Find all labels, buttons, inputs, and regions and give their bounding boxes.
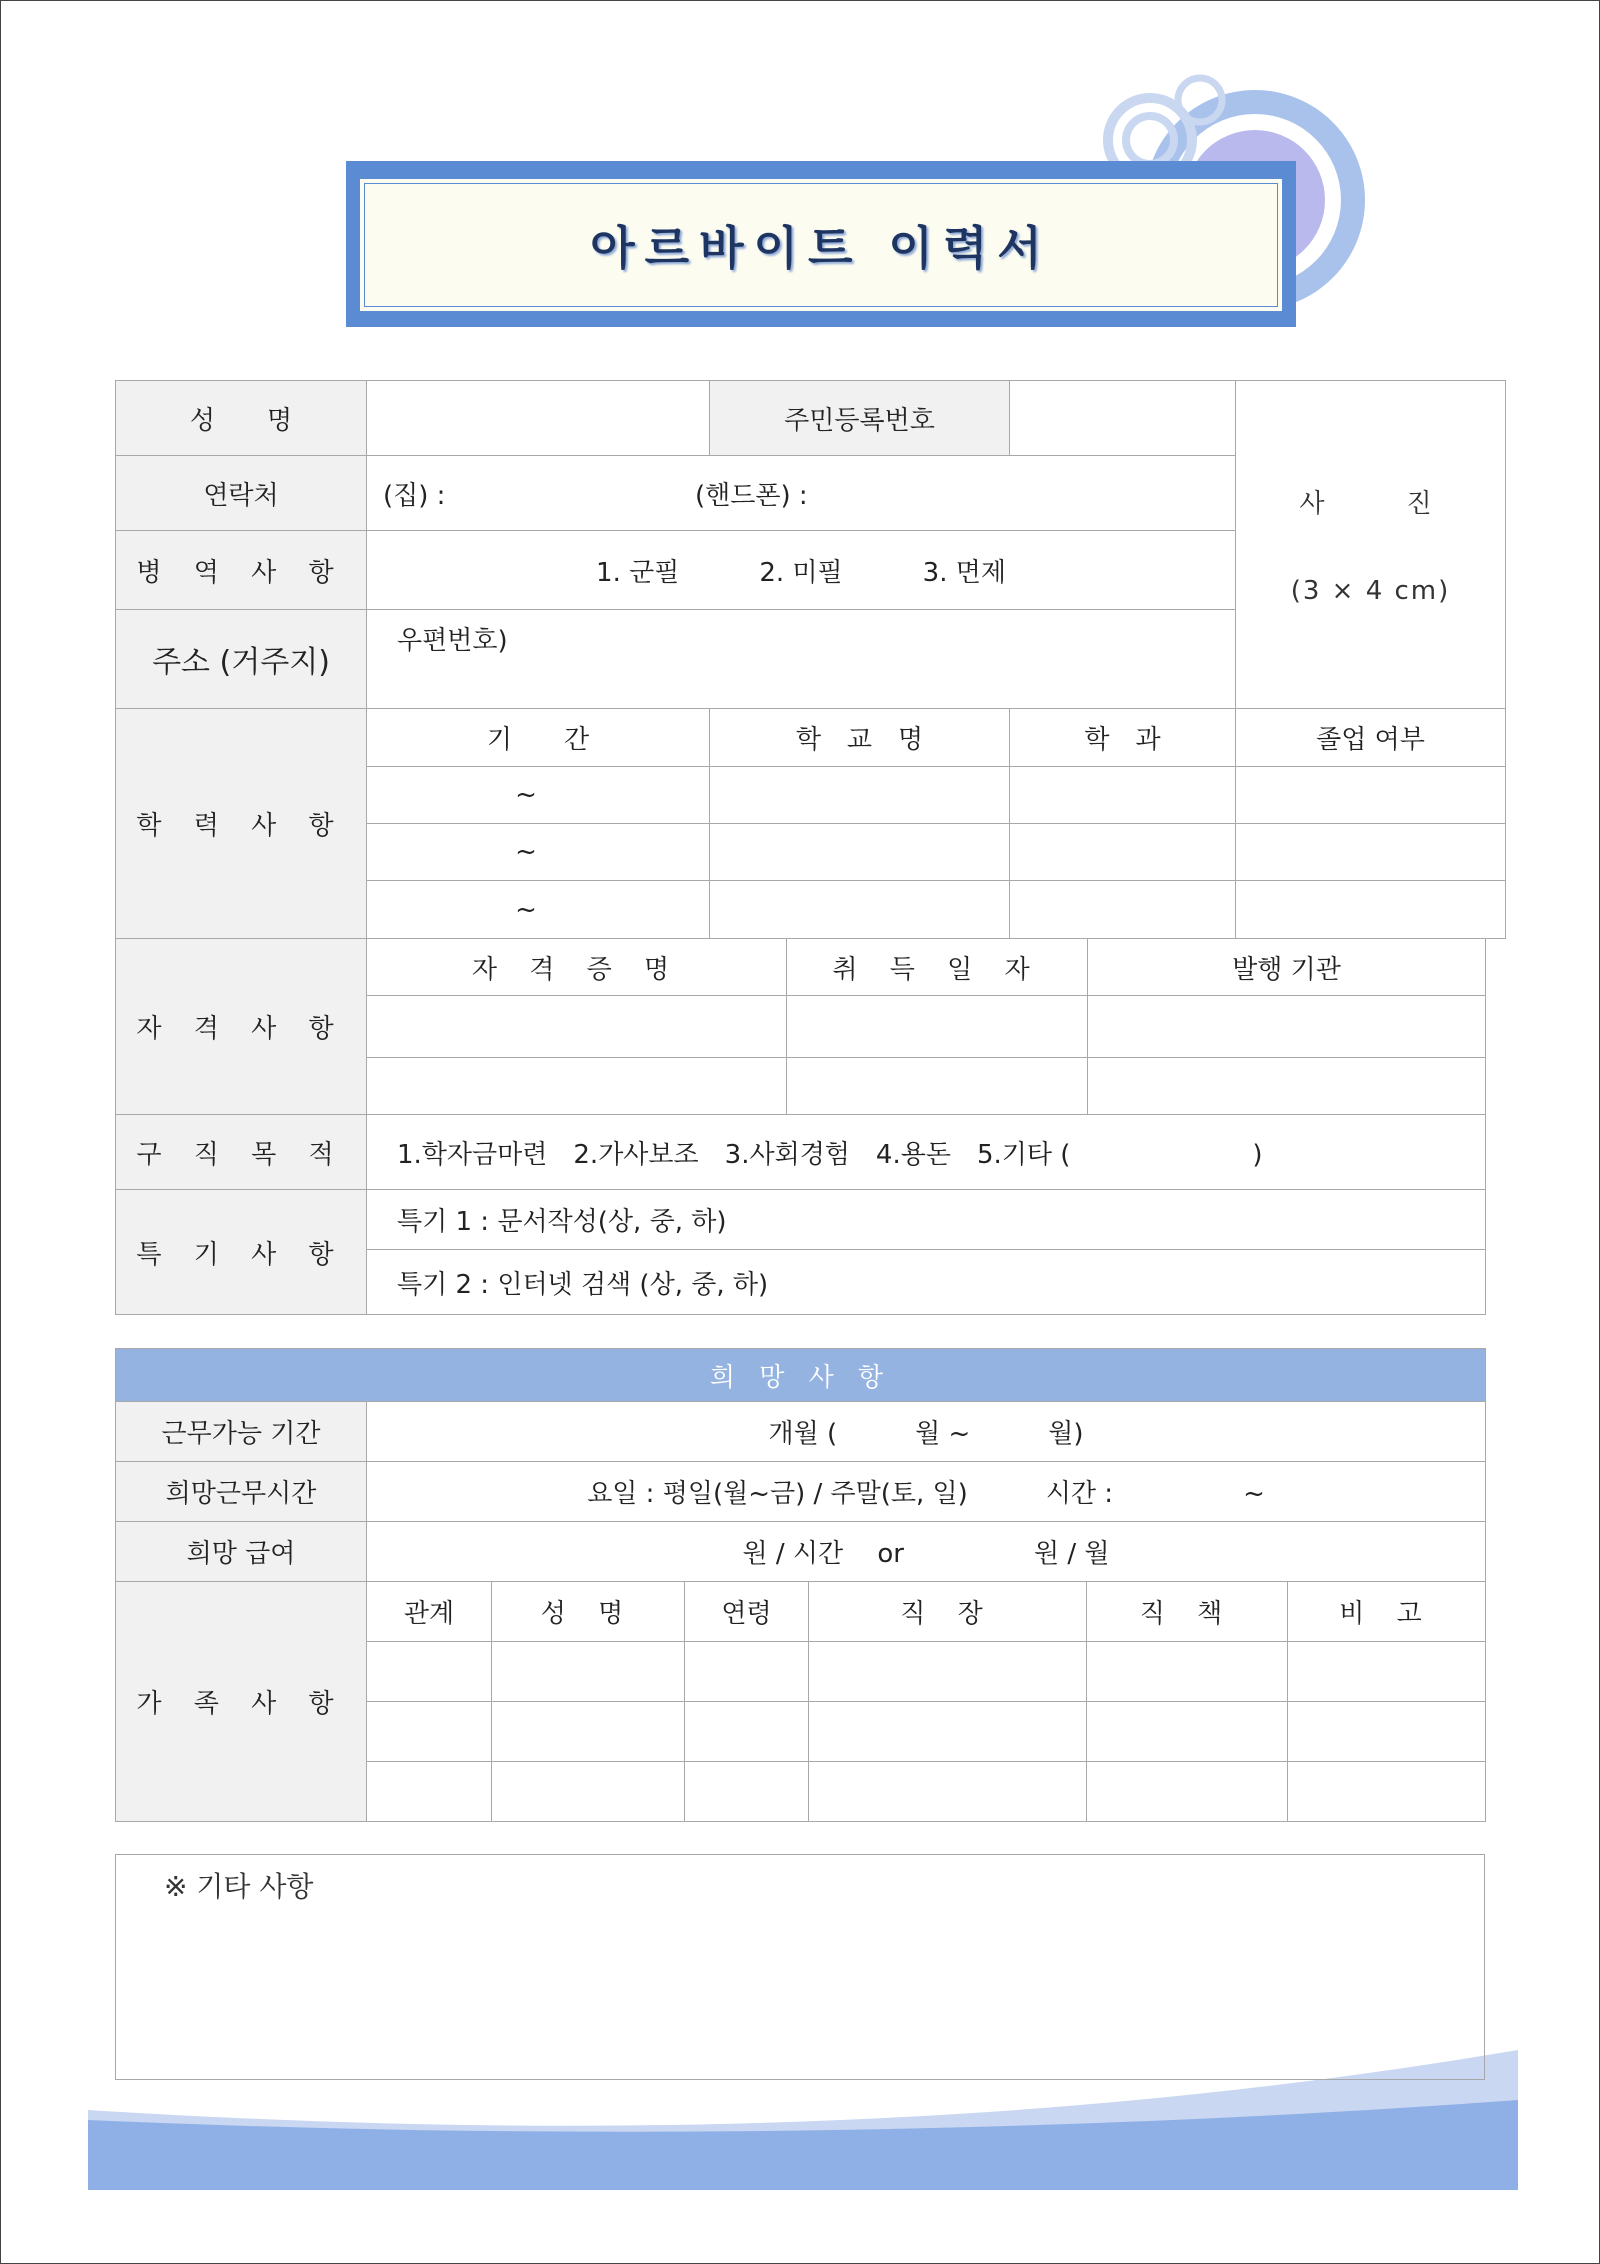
family-cell[interactable] <box>685 1702 809 1762</box>
family-cell[interactable] <box>1087 1762 1288 1822</box>
edu-school-cell[interactable] <box>710 881 1010 939</box>
edu-header-period: 기 간 <box>367 709 710 767</box>
edu-header-graduation: 졸업 여부 <box>1236 709 1506 767</box>
family-cell[interactable] <box>1087 1642 1288 1702</box>
page-title: 아르바이트 이력서 <box>590 221 1052 275</box>
skills-label: 특 기 사 항 <box>116 1190 367 1315</box>
purpose-label: 구 직 목 적 <box>116 1115 367 1190</box>
family-cell[interactable] <box>685 1642 809 1702</box>
edu-school-cell[interactable] <box>710 767 1010 824</box>
edu-period-cell[interactable]: ~ <box>367 881 710 939</box>
edu-major-cell[interactable] <box>1010 767 1236 824</box>
cert-header-date: 취 득 일 자 <box>787 939 1088 996</box>
education-label: 학 력 사 항 <box>116 709 367 939</box>
etc-label: ※ 기타 사항 <box>164 1870 314 1903</box>
family-header-name: 성 명 <box>492 1582 685 1642</box>
family-cell[interactable] <box>809 1642 1087 1702</box>
cert-issuer-cell[interactable] <box>1088 1058 1486 1115</box>
photo-label: 사 진 <box>1299 489 1442 519</box>
hours-label: 희망근무시간 <box>116 1462 367 1522</box>
edu-header-school: 학 교 명 <box>710 709 1010 767</box>
period-field[interactable]: 개월 ( 월 ~ 월) <box>367 1402 1486 1462</box>
military-option-2[interactable]: 2. 미필 <box>759 557 843 588</box>
photo-box[interactable] <box>1236 381 1506 709</box>
edu-school-cell[interactable] <box>710 824 1010 881</box>
skill-item-1[interactable]: 특기 1 : 문서작성(상, 중, 하) <box>367 1190 1486 1250</box>
resident-no-field[interactable] <box>1010 381 1236 456</box>
cert-date-cell[interactable] <box>787 1058 1088 1115</box>
cert-name-cell[interactable] <box>367 1058 787 1115</box>
cert-header-name: 자 격 증 명 <box>367 939 787 996</box>
purpose-options[interactable]: 1.학자금마련 2.가사보조 3.사회경험 4.용돈 5.기타 ( ) <box>367 1115 1486 1190</box>
family-cell[interactable] <box>1087 1702 1288 1762</box>
family-header-age: 연령 <box>685 1582 809 1642</box>
pay-label: 희망 급여 <box>116 1522 367 1582</box>
family-header-note: 비 고 <box>1288 1582 1486 1642</box>
military-option-1[interactable]: 1. 군필 <box>596 557 680 588</box>
family-cell[interactable] <box>492 1642 685 1702</box>
certificates-table <box>115 938 1486 1115</box>
title-banner <box>346 161 1296 327</box>
family-header-workplace: 직 장 <box>809 1582 1087 1642</box>
mobile-phone-label: (핸드폰) : <box>695 480 808 511</box>
cert-issuer-cell[interactable] <box>1088 996 1486 1058</box>
resume-table <box>115 380 1506 939</box>
edu-grad-cell[interactable] <box>1236 824 1506 881</box>
edu-major-cell[interactable] <box>1010 824 1236 881</box>
cert-header-issuer: 발행 기관 <box>1088 939 1486 996</box>
purpose-skills-table <box>115 1114 1486 1315</box>
etc-notes-box[interactable] <box>115 1854 1485 2080</box>
home-phone-label: (집) : <box>383 480 446 511</box>
name-field[interactable] <box>367 381 710 456</box>
family-cell[interactable] <box>367 1642 492 1702</box>
family-label: 가 족 사 항 <box>116 1582 367 1822</box>
family-cell[interactable] <box>1288 1762 1486 1822</box>
postal-code-label: 우편번호) <box>397 626 508 656</box>
family-header-relation: 관계 <box>367 1582 492 1642</box>
edu-major-cell[interactable] <box>1010 881 1236 939</box>
edu-period-cell[interactable]: ~ <box>367 767 710 824</box>
pay-field[interactable]: 원 / 시간 or 원 / 월 <box>367 1522 1486 1582</box>
family-cell[interactable] <box>809 1762 1087 1822</box>
address-label: 주소 (거주지) <box>116 610 367 709</box>
family-cell[interactable] <box>367 1702 492 1762</box>
contact-field[interactable] <box>367 456 1236 531</box>
hours-field[interactable]: 요일 : 평일(월~금) / 주말(토, 일) 시간 : ~ <box>367 1462 1486 1522</box>
wishes-header: 희 망 사 항 <box>116 1349 1486 1402</box>
cert-date-cell[interactable] <box>787 996 1088 1058</box>
skill-item-2[interactable]: 특기 2 : 인터넷 검색 (상, 중, 하) <box>367 1250 1486 1315</box>
edu-grad-cell[interactable] <box>1236 767 1506 824</box>
family-cell[interactable] <box>1288 1702 1486 1762</box>
address-field[interactable] <box>367 610 1236 709</box>
family-cell[interactable] <box>685 1762 809 1822</box>
family-cell[interactable] <box>492 1762 685 1822</box>
military-options[interactable] <box>367 531 1236 610</box>
family-cell[interactable] <box>809 1702 1087 1762</box>
wishes-table <box>115 1348 1486 1822</box>
military-option-3[interactable]: 3. 면제 <box>922 557 1006 588</box>
military-label: 병 역 사 항 <box>116 531 367 610</box>
period-label: 근무가능 기간 <box>116 1402 367 1462</box>
edu-grad-cell[interactable] <box>1236 881 1506 939</box>
family-header-position: 직 책 <box>1087 1582 1288 1642</box>
contact-label: 연락처 <box>116 456 367 531</box>
edu-period-cell[interactable]: ~ <box>367 824 710 881</box>
photo-size: (3 × 4 cm) <box>1290 576 1451 606</box>
cert-name-cell[interactable] <box>367 996 787 1058</box>
resident-no-label: 주민등록번호 <box>710 381 1010 456</box>
family-cell[interactable] <box>492 1702 685 1762</box>
name-label: 성 명 <box>116 381 367 456</box>
edu-header-major: 학 과 <box>1010 709 1236 767</box>
certificates-label: 자 격 사 항 <box>116 939 367 1115</box>
family-cell[interactable] <box>1288 1642 1486 1702</box>
family-cell[interactable] <box>367 1762 492 1822</box>
